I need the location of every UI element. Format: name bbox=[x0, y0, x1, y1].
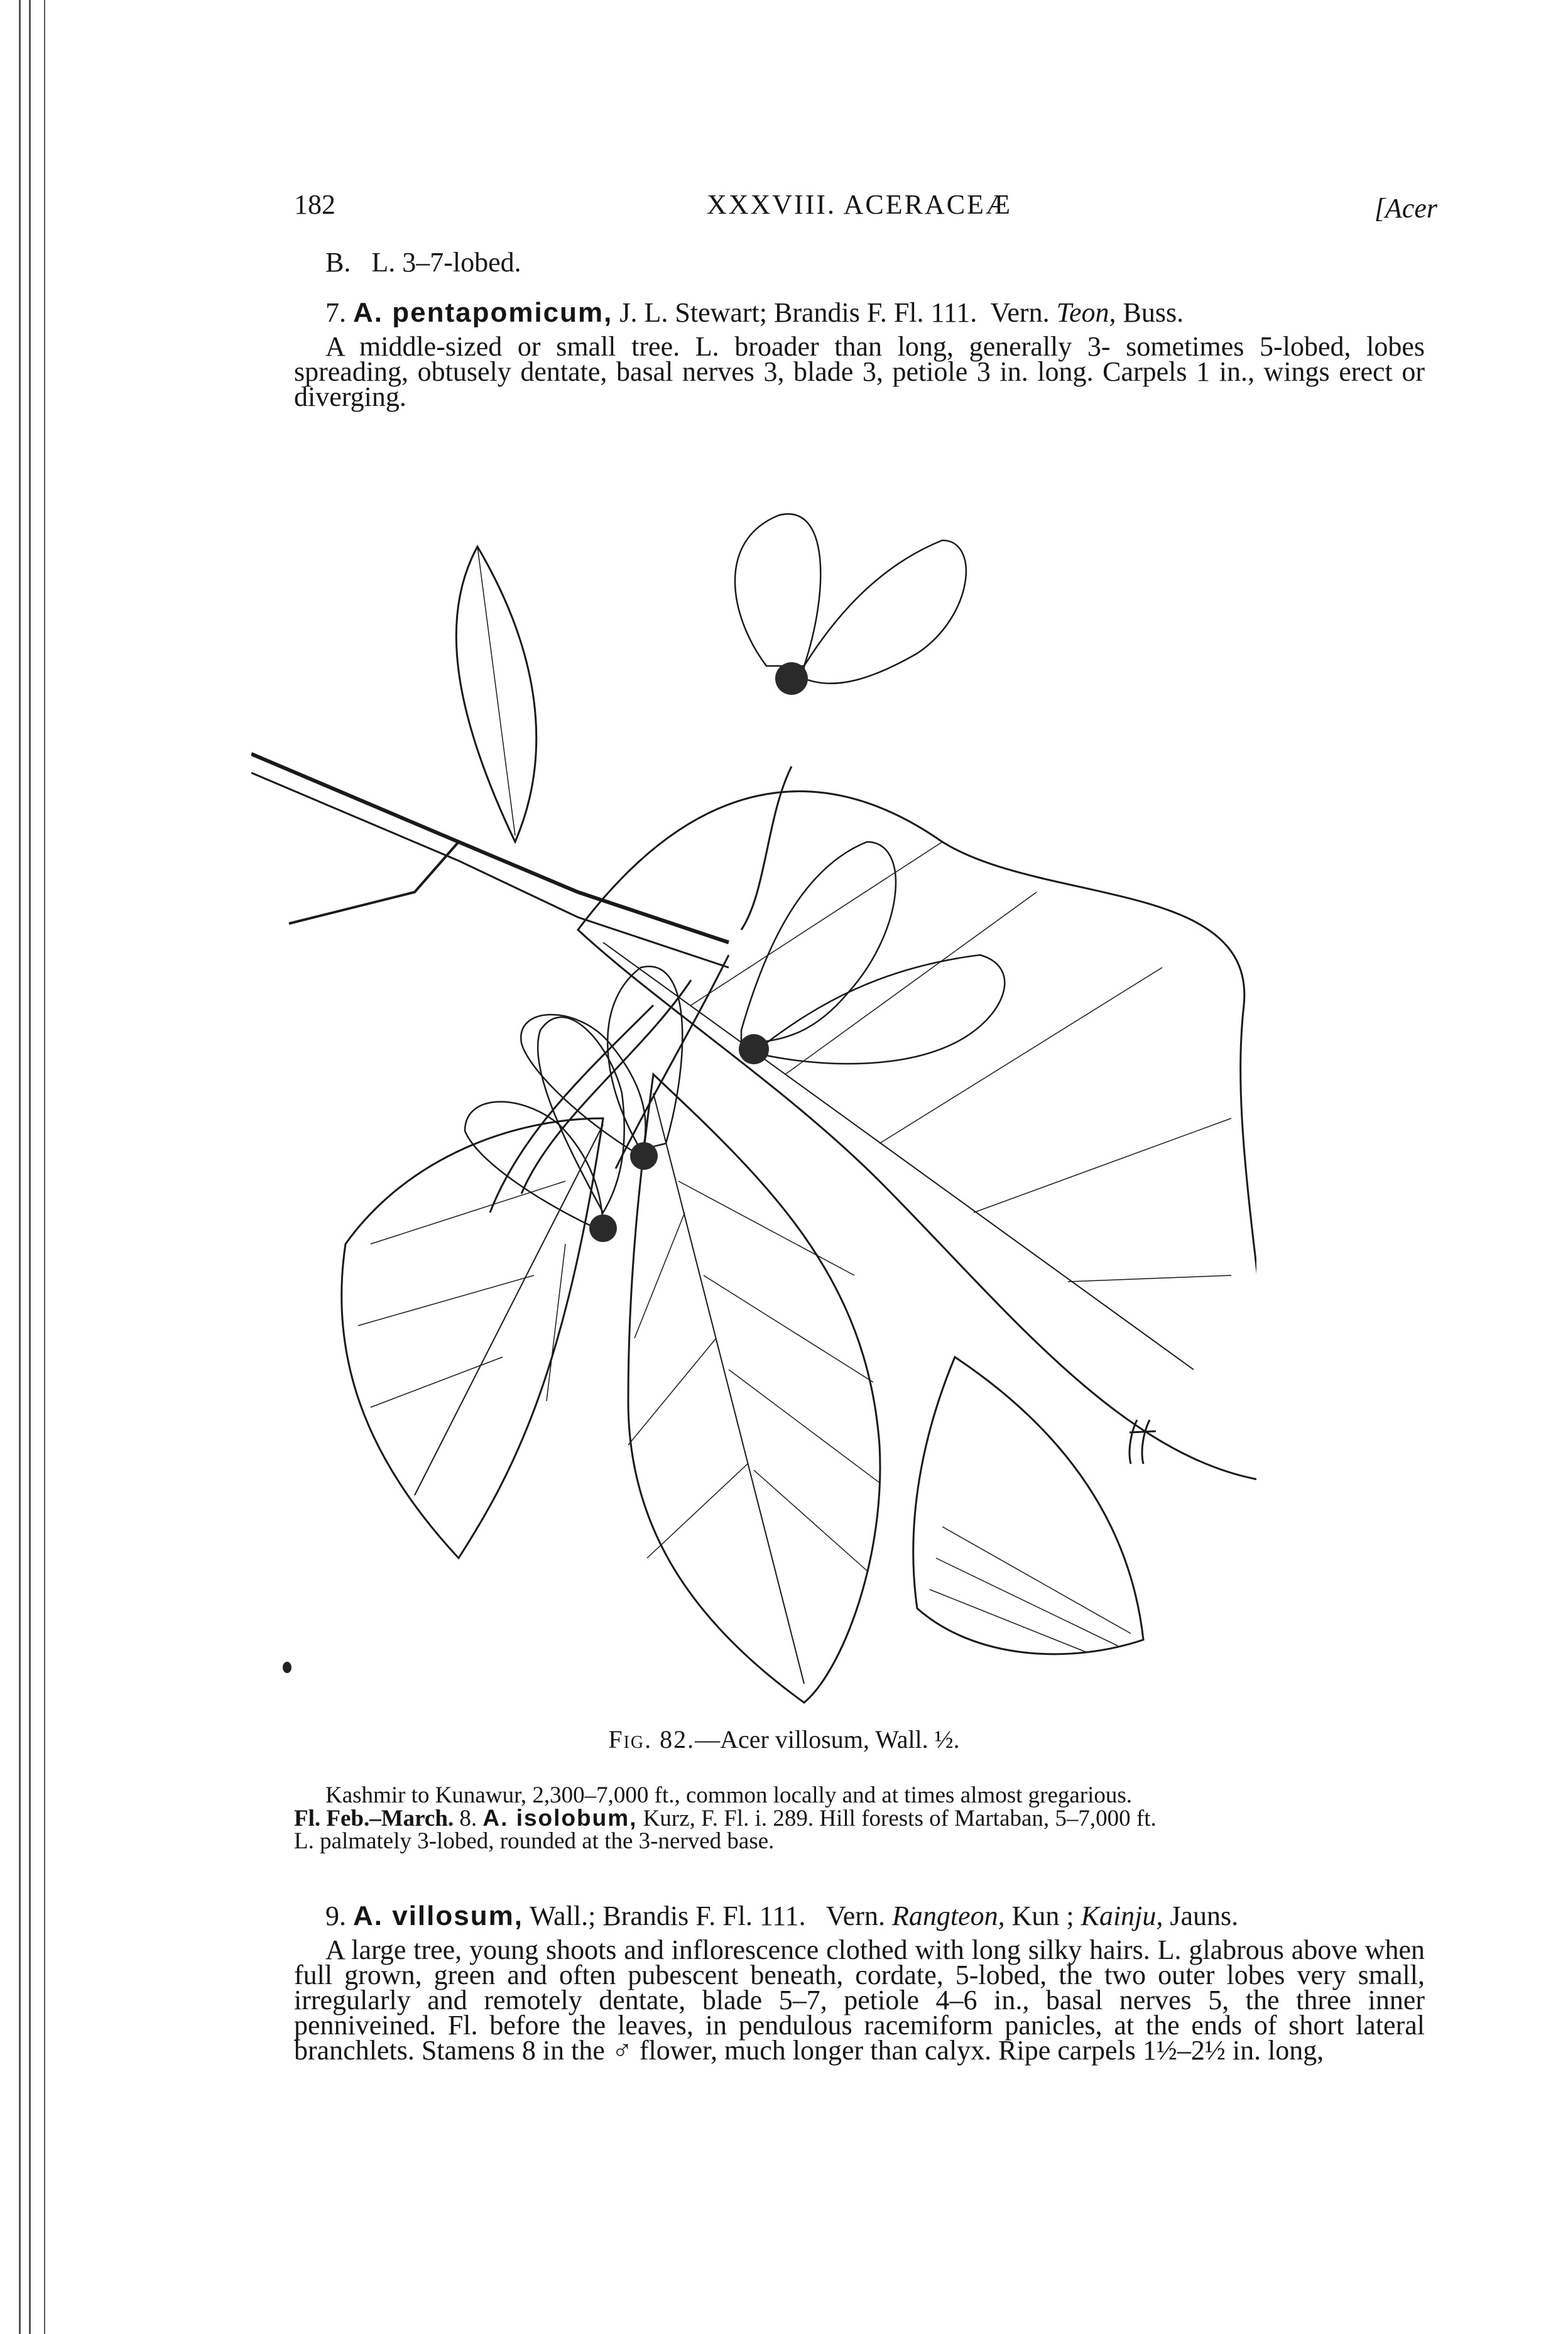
chapter-title: XXXVIII. ACERACEÆ bbox=[706, 189, 1013, 220]
entry-8-description: L. palmately 3-lobed, rounded at the 3-nerved base. bbox=[294, 1828, 775, 1854]
flowering-label: Fl. Feb.–March. bbox=[294, 1806, 454, 1831]
botanical-illustration bbox=[251, 490, 1256, 1709]
binding-line bbox=[44, 0, 45, 2334]
page-number: 182 bbox=[294, 189, 335, 220]
small-print-block bbox=[294, 1784, 1425, 1853]
distribution-text bbox=[294, 1784, 1425, 1807]
artist-initials-mark bbox=[1130, 1420, 1156, 1464]
entry-7-description: A middle-sized or small tree. L. broader than long, generally 3- sometimes 5-lobed, lobes spreading, obtusely dentate, basal nerves 3, blade 3, petiole 3 in. long. Carpels 1 in., wings erect or diverging. bbox=[294, 331, 1425, 412]
flowering-and-entry-8 bbox=[294, 1807, 1425, 1830]
entry-9-heading bbox=[294, 1900, 1425, 1931]
key-section-label: B. bbox=[325, 247, 351, 278]
authority: J. L. Stewart; Brandis F. Fl. 111. bbox=[619, 297, 977, 328]
page-body bbox=[294, 188, 1437, 412]
vern-name: Teon, bbox=[1056, 297, 1116, 328]
distribution: Kashmir to Kunawur, 2,300–7,000 ft., common locally and at times almost gregarious. bbox=[325, 1782, 1133, 1808]
vern-label: Vern. bbox=[990, 297, 1050, 328]
entry-8-number: 8. bbox=[459, 1806, 477, 1831]
key-line bbox=[325, 247, 1425, 278]
vern-lang: Kun ; bbox=[1011, 1900, 1074, 1931]
species-name: A. villosum, bbox=[353, 1900, 523, 1931]
figure-caption-text: —Acer villosum, Wall. ½. bbox=[695, 1725, 960, 1753]
key-section-text: L. 3–7-lobed. bbox=[371, 247, 521, 278]
vern-label: Vern. bbox=[825, 1900, 885, 1931]
binding-line bbox=[19, 0, 21, 2334]
entry-number: 7. bbox=[325, 297, 346, 328]
entry-number: 9. bbox=[325, 1900, 346, 1931]
entry-9 bbox=[294, 1900, 1425, 2066]
binding-line bbox=[29, 0, 31, 2334]
entry-7-heading bbox=[294, 297, 1425, 328]
vern-name: Rangteon, bbox=[891, 1900, 1005, 1931]
figure-caption bbox=[0, 1725, 1568, 1754]
vern-lang-2: Jauns. bbox=[1170, 1900, 1239, 1931]
entry-8-text: Kurz, F. Fl. i. 289. Hill forests of Martaban, 5–7,000 ft. bbox=[643, 1806, 1157, 1831]
vern-lang: Buss. bbox=[1123, 297, 1184, 328]
entry-8-name: A. isolobum, bbox=[482, 1805, 638, 1831]
running-head bbox=[294, 188, 1437, 232]
authority: Wall.; Brandis F. Fl. 111. bbox=[530, 1900, 806, 1931]
species-name: A. pentapomicum, bbox=[353, 297, 613, 328]
figure-label: Fig. 82. bbox=[608, 1725, 695, 1753]
entry-9-description: A large tree, young shoots and inflorescence clothed with long silky hairs. L. glabrous above when full grown, green and often pubescent beneath, cordate, 5-lobed, the two outer lobes very small, irregularly and remotely dentate, blade 5–7, petiole 4–6 in., basal nerves 5, the three inner penniveined. Fl. before the leaves, in pendulous racemiform panicles, at the ends of short lateral branchlets. Stamens 8 in the ♂ flower, much longer than calyx. Ripe carpels 1½–2½ in. long, bbox=[294, 1934, 1425, 2066]
vern-name-2: Kainju, bbox=[1081, 1900, 1163, 1931]
genus-heading: [Acer bbox=[1374, 193, 1437, 224]
